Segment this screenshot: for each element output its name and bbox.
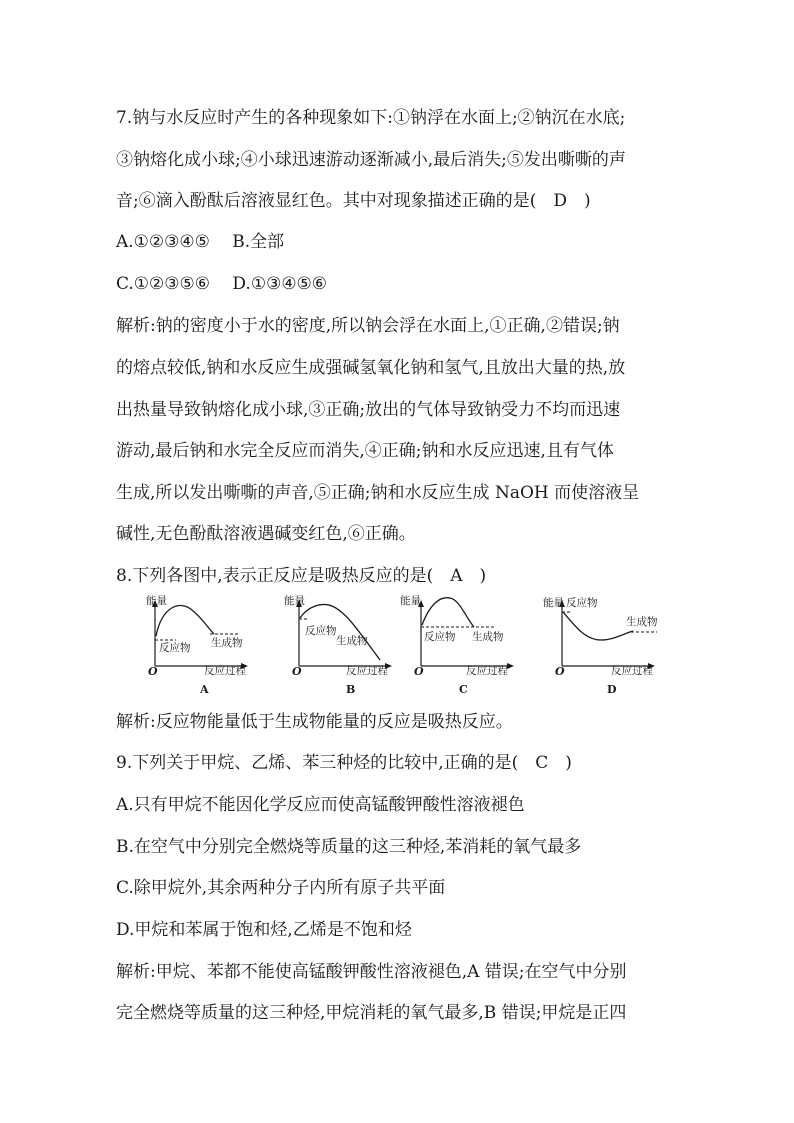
energy-diagram-d [543,594,662,700]
q8-analysis: 解析:反应物能量低于生成物能量的反应是吸热反应。 [116,712,513,732]
q7-analysis-line-1: 解析:钠的密度小于水的密度,所以钠会浮在水面上,①正确,②错误;钠 [116,316,620,336]
x-axis-label: 反应过程 [204,665,246,677]
x-axis-label: 反应过程 [611,665,653,677]
origin-label: O [414,665,424,678]
q7-options-cd: C.①②③⑤⑥ D.①③④⑤⑥ [116,274,328,294]
product-label: 生成物 [472,631,504,643]
product-label: 生成物 [211,637,243,649]
q7-stem-line-3: 音;⑥滴入酚酞后溶液显红色。其中对现象描述正确的是( D ) [116,191,591,211]
reactant-label: 反应物 [305,625,337,637]
q9-stem: 9.下列关于甲烷、乙烯、苯三种烃的比较中,正确的是( C ) [116,753,572,773]
q7-stem-line-1: 7.钠与水反应时产生的各种现象如下:①钠浮在水面上;②钠沉在水底; [116,108,626,128]
energy-diagram-b [284,594,399,700]
y-axis-label: 能量 [400,595,421,607]
diagram-label: C [459,683,468,696]
reactant-label: 反应物 [159,642,191,654]
x-axis-label: 反应过程 [466,665,508,677]
q7-options-ab: A.①②③④⑤ B.全部 [116,232,285,252]
y-axis-label: 能量 [543,597,564,609]
q7-analysis-line-5: 生成,所以发出嘶嘶的声音,⑤正确;钠和水反应生成 NaOH 而使溶液呈 [116,483,640,503]
reactant-label: 反应物 [566,597,598,609]
q7-analysis-line-6: 碱性,无色酚酞溶液遇碱变红色,⑥正确。 [116,524,416,544]
q7-stem-line-2: ③钠熔化成小球;④小球迅速游动逐渐减小,最后消失;⑤发出嘶嘶的声 [116,150,626,170]
diagram-label: B [346,683,356,696]
origin-label: O [555,665,565,678]
energy-diagram-a [140,594,255,700]
q9-option-c: C.除甲烷外,其余两种分子内所有原子共平面 [116,878,446,898]
origin-label: O [292,665,302,678]
product-label: 生成物 [626,616,658,628]
x-axis-label: 反应过程 [346,665,388,677]
y-axis-label: 能量 [146,595,167,607]
product-label: 生成物 [336,635,368,647]
q9-analysis-line-1: 解析:甲烷、苯都不能使高锰酸钾酸性溶液褪色,A 错误;在空气中分别 [116,962,627,982]
q7-analysis-line-4: 游动,最后钠和水完全反应而消失,④正确;钠和水反应迅速,且有气体 [116,441,614,461]
q9-option-d: D.甲烷和苯属于饱和烃,乙烯是不饱和烃 [116,920,412,940]
reactant-label: 反应物 [424,631,456,643]
diagram-label: D [607,683,617,696]
q9-analysis-line-2: 完全燃烧等质量的这三种烃,甲烷消耗的氧气最多,B 错误;甲烷是正四 [116,1003,627,1023]
q8-stem: 8.下列各图中,表示正反应是吸热反应的是( A ) [116,566,487,586]
y-axis-label: 能量 [284,595,305,607]
q9-option-a: A.只有甲烷不能因化学反应而使高锰酸钾酸性溶液褪色 [116,795,525,815]
q9-option-b: B.在空气中分别完全燃烧等质量的这三种烃,苯消耗的氧气最多 [116,837,582,857]
energy-diagram-c [400,594,521,700]
diagram-label: A [200,683,209,696]
origin-label: O [148,665,158,678]
q7-analysis-line-2: 的熔点较低,钠和水反应生成强碱氢氧化钠和氢气,且放出大量的热,放 [116,358,626,378]
q7-analysis-line-3: 出热量导致钠熔化成小球,③正确;放出的气体导致钠受力不均而迅速 [116,400,621,420]
